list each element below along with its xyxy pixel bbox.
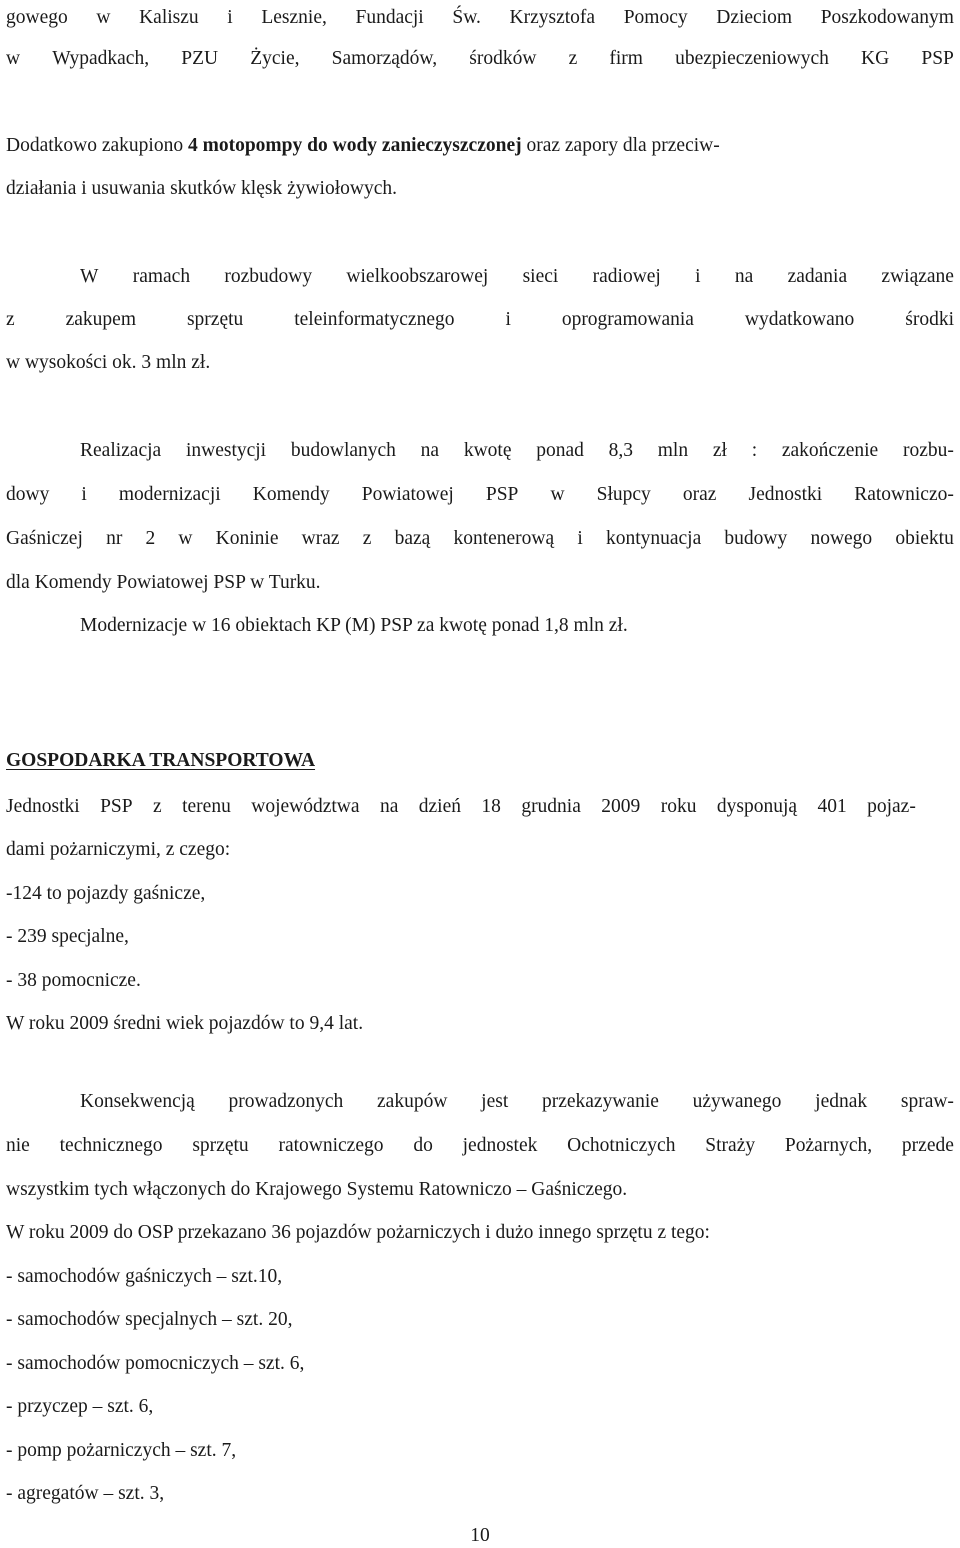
word: Lesznie, [261, 7, 327, 28]
word: sprzętu [186, 309, 244, 330]
word: Słupcy [596, 484, 651, 505]
text-span: Dodatkowo zakupiono [6, 135, 188, 156]
word: Wypadkach, [52, 48, 150, 69]
word: Straży [705, 1135, 756, 1156]
word: jest [481, 1091, 509, 1112]
word: 8,3 [608, 440, 634, 461]
word: Powiatowej [361, 484, 454, 505]
text-line: dami pożarniczymi, z czego: [6, 839, 231, 860]
word: z [362, 528, 372, 549]
word: ratowniczego [278, 1135, 384, 1156]
word: w [550, 484, 565, 505]
word: Konsekwencją [80, 1091, 195, 1112]
word: Komendy [252, 484, 330, 505]
text-span: oraz zapory dla przeciw- [521, 135, 720, 156]
word: w [6, 48, 21, 69]
word: na [379, 796, 399, 817]
word: zadania [787, 266, 848, 287]
text-line: - 38 pomocnicze. [6, 970, 141, 991]
page-number: 10 [470, 1525, 490, 1546]
list-item: - samochodów gaśniczych – szt.10, [6, 1266, 283, 1287]
list-item: - przyczep – szt. 6, [6, 1396, 154, 1417]
word: 401 [817, 796, 847, 817]
word: Życie, [250, 48, 300, 69]
word: Św. [452, 7, 481, 28]
word: województwa [251, 796, 360, 817]
word: kontenerową [453, 528, 555, 549]
word: dysponują [716, 796, 798, 817]
word: środków [469, 48, 537, 69]
word: nr [106, 528, 123, 549]
text-line [6, 47, 954, 71]
word: radiowej [592, 266, 661, 287]
text-line [6, 308, 954, 332]
word: KG [861, 48, 890, 69]
word: 2009 [601, 796, 641, 817]
word: Poszkodowanym [820, 7, 954, 28]
word: Ochotniczych [567, 1135, 676, 1156]
word: zakończenie [781, 440, 879, 461]
text-line [6, 483, 954, 507]
word: rozbudowy [224, 266, 313, 287]
word: przede [901, 1135, 954, 1156]
word: gowego [6, 7, 68, 28]
list-item: - agregatów – szt. 3, [6, 1483, 165, 1504]
text-line [80, 265, 954, 289]
word: z [153, 796, 162, 817]
word: i [505, 309, 511, 330]
word: dzień [418, 796, 461, 817]
text-line: wszystkim tych włączonych do Krajowego Systemu Ratowniczo – Gaśniczego. [6, 1179, 628, 1200]
text-line: Modernizacje w 16 obiektach KP (M) PSP za kwotę ponad 1,8 mln zł. [80, 615, 628, 636]
text-line [6, 134, 720, 158]
word: Krzysztofa [509, 7, 596, 28]
text-line: w wysokości ok. 3 mln zł. [6, 352, 211, 373]
word: Jednostki [748, 484, 823, 505]
word: zakupów [377, 1091, 448, 1112]
list-item: - samochodów pomocniczych – szt. 6, [6, 1353, 305, 1374]
word: wydatkowano [744, 309, 855, 330]
word: teleinformatycznego [294, 309, 455, 330]
text-line: - 239 specjalne, [6, 926, 129, 947]
word: budowy [724, 528, 788, 549]
word: w [96, 7, 111, 28]
word: z [6, 309, 15, 330]
word: W [80, 266, 99, 287]
word: sieci [522, 266, 559, 287]
word: PSP [485, 484, 519, 505]
word: Pożarnych, [784, 1135, 873, 1156]
word: ponad [536, 440, 584, 461]
text-line [6, 527, 954, 551]
text-line [6, 6, 954, 30]
word: Jednostki [6, 796, 80, 817]
word: technicznego [59, 1135, 163, 1156]
word: PZU [181, 48, 219, 69]
word: rozbu- [902, 440, 954, 461]
word: Koninie [215, 528, 279, 549]
word: Dzieciom [716, 7, 793, 28]
word: dowy [6, 484, 50, 505]
word: inwestycji [185, 440, 267, 461]
word: pojaz- [867, 796, 916, 817]
word: kontynuacja [605, 528, 702, 549]
list-item: - samochodów specjalnych – szt. 20, [6, 1309, 293, 1330]
word: Samorządów, [331, 48, 438, 69]
text-line: W roku 2009 średni wiek pojazdów to 9,4 lat. [6, 1013, 364, 1034]
text-line [80, 439, 954, 463]
word: Pomocy [623, 7, 688, 28]
word: wraz [301, 528, 340, 549]
text-line [80, 1090, 954, 1114]
text-line: działania i usuwania skutków klęsk żywiołowych. [6, 178, 397, 199]
word: jednak [815, 1091, 868, 1112]
word: kwotę [463, 440, 512, 461]
word: z [568, 48, 578, 69]
word: środki [905, 309, 954, 330]
word: i [577, 528, 583, 549]
word: wielkoobszarowej [346, 266, 489, 287]
word: 2 [145, 528, 156, 549]
word: firm [609, 48, 643, 69]
word: przekazywanie [541, 1091, 659, 1112]
word: i [227, 7, 233, 28]
text-line: W roku 2009 do OSP przekazano 36 pojazdów pożarniczych i dużo innego sprzętu z tego: [6, 1222, 710, 1243]
word: Gaśniczej [6, 528, 83, 549]
bold-text: 4 motopompy do wody zanieczyszczonej [187, 135, 522, 156]
word: używanego [692, 1091, 782, 1112]
word: roku [660, 796, 697, 817]
section-heading: GOSPODARKA TRANSPORTOWA [6, 750, 316, 771]
word: mln [657, 440, 689, 461]
word: i [81, 484, 87, 505]
word: bazą [394, 528, 431, 549]
word: związane [881, 266, 954, 287]
word: nowego [810, 528, 873, 549]
text-line: dla Komendy Powiatowej PSP w Turku. [6, 572, 321, 593]
word: Kaliszu [139, 7, 199, 28]
word: oprogramowania [561, 309, 694, 330]
text-line [6, 795, 916, 819]
word: : [751, 440, 758, 461]
word: i [695, 266, 701, 287]
word: na [734, 266, 754, 287]
word: obiektu [895, 528, 954, 549]
text-line: -124 to pojazdy gaśnicze, [6, 883, 206, 904]
word: prowadzonych [228, 1091, 344, 1112]
word: na [420, 440, 440, 461]
word: sprzętu [192, 1135, 249, 1156]
word: spraw- [900, 1091, 954, 1112]
word: Fundacji [355, 7, 424, 28]
word: budowlanych [290, 440, 396, 461]
word: Ratowniczo- [854, 484, 954, 505]
word: zł [712, 440, 727, 461]
list-item: - pomp pożarniczych – szt. 7, [6, 1440, 237, 1461]
word: 18 [481, 796, 501, 817]
word: oraz [682, 484, 717, 505]
word: PSP [921, 48, 954, 69]
word: terenu [182, 796, 231, 817]
word: w [178, 528, 193, 549]
word: grudnia [521, 796, 581, 817]
word: Realizacja [80, 440, 162, 461]
word: ubezpieczeniowych [675, 48, 829, 69]
word: modernizacji [118, 484, 221, 505]
word: jednostek [462, 1135, 538, 1156]
word: do [413, 1135, 433, 1156]
word: zakupem [65, 309, 136, 330]
word: ramach [132, 266, 191, 287]
text-line [6, 1134, 954, 1158]
word: nie [6, 1135, 30, 1156]
word: PSP [100, 796, 133, 817]
